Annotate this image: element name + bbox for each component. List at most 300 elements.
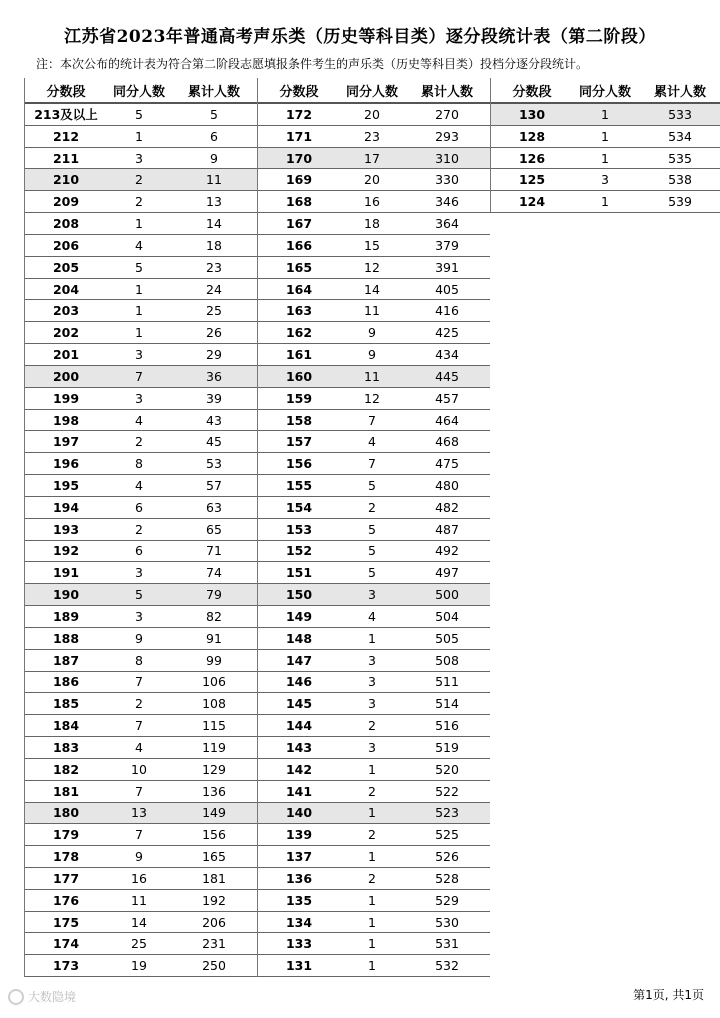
- table-row: [258, 955, 490, 977]
- same-score-count-cell: 5: [368, 543, 376, 559]
- same-score-count-cell: 3: [368, 739, 376, 755]
- score-cell: 201: [52, 347, 80, 363]
- score-cell: 155: [285, 477, 313, 493]
- same-score-count-cell: 12: [364, 390, 380, 406]
- cumulative-count-cell: 165: [202, 849, 226, 865]
- cumulative-count-cell: 522: [435, 783, 459, 799]
- same-score-count-cell: 7: [135, 718, 143, 734]
- score-cell: 199: [52, 390, 80, 406]
- table-header: [258, 78, 490, 104]
- score-cell: 172: [285, 106, 313, 122]
- same-score-count-cell: 20: [364, 106, 380, 122]
- table-row: [258, 759, 490, 781]
- table-row: [491, 169, 720, 191]
- same-score-count-cell: 25: [131, 936, 147, 952]
- same-score-count-cell: 5: [135, 587, 143, 603]
- same-score-count-cell: 5: [135, 106, 143, 122]
- table-row: [25, 279, 257, 301]
- cumulative-count-cell: 475: [435, 456, 459, 472]
- cumulative-count-cell: 43: [206, 412, 222, 428]
- table-row: [25, 453, 257, 475]
- table-row: [25, 606, 257, 628]
- same-score-count-cell: 4: [368, 608, 376, 624]
- cumulative-count-cell: 115: [202, 718, 226, 734]
- score-cell: 175: [52, 914, 80, 930]
- table-row: [258, 257, 490, 279]
- same-score-count-cell: 19: [131, 958, 147, 974]
- score-cell: 179: [52, 827, 80, 843]
- score-cell: 180: [52, 805, 80, 821]
- score-cell: 170: [285, 150, 313, 166]
- score-cell: 176: [52, 892, 80, 908]
- score-cell: 144: [285, 718, 313, 734]
- same-score-count-cell: 2: [135, 434, 143, 450]
- table-row: [25, 693, 257, 715]
- cumulative-count-cell: 514: [435, 696, 459, 712]
- score-table-column-1: [24, 78, 257, 977]
- header-cell: 累计人数: [187, 84, 240, 100]
- same-score-count-cell: 10: [131, 761, 147, 777]
- same-score-count-cell: 2: [135, 696, 143, 712]
- table-row: [258, 279, 490, 301]
- table-row: [25, 584, 257, 606]
- same-score-count-cell: 5: [368, 477, 376, 493]
- same-score-count-cell: 2: [135, 172, 143, 188]
- table-row: [25, 322, 257, 344]
- table-row: [258, 148, 490, 170]
- table-row: [491, 191, 720, 213]
- score-cell: 203: [52, 303, 80, 319]
- same-score-count-cell: 1: [368, 958, 376, 974]
- score-cell: 156: [285, 456, 313, 472]
- same-score-count-cell: 1: [368, 914, 376, 930]
- cumulative-count-cell: 18: [206, 237, 222, 253]
- same-score-count-cell: 4: [135, 739, 143, 755]
- cumulative-count-cell: 523: [435, 805, 459, 821]
- table-row: [25, 388, 257, 410]
- score-cell: 146: [285, 674, 313, 690]
- table-row: [25, 148, 257, 170]
- score-cell: 196: [52, 456, 80, 472]
- same-score-count-cell: 3: [135, 390, 143, 406]
- header-cell: 同分人数: [578, 84, 631, 100]
- same-score-count-cell: 7: [368, 412, 376, 428]
- table-row: [25, 912, 257, 934]
- same-score-count-cell: 2: [368, 783, 376, 799]
- same-score-count-cell: 2: [368, 499, 376, 515]
- same-score-count-cell: 1: [368, 805, 376, 821]
- same-score-count-cell: 7: [135, 368, 143, 384]
- table-row: [258, 824, 490, 846]
- cumulative-count-cell: 532: [435, 958, 459, 974]
- score-cell: 188: [52, 630, 80, 646]
- cumulative-count-cell: 26: [206, 325, 222, 341]
- cumulative-count-cell: 293: [435, 128, 459, 144]
- same-score-count-cell: 16: [364, 194, 380, 210]
- same-score-count-cell: 12: [364, 259, 380, 275]
- same-score-count-cell: 1: [601, 106, 609, 122]
- cumulative-count-cell: 530: [435, 914, 459, 930]
- score-cell: 208: [52, 216, 80, 232]
- table-row: [258, 104, 490, 126]
- cumulative-count-cell: 23: [206, 259, 222, 275]
- score-cell: 191: [52, 565, 80, 581]
- same-score-count-cell: 9: [368, 325, 376, 341]
- cumulative-count-cell: 391: [435, 259, 459, 275]
- table-row: [258, 606, 490, 628]
- score-cell: 186: [52, 674, 80, 690]
- cumulative-count-cell: 250: [202, 958, 226, 974]
- score-cell: 145: [285, 696, 313, 712]
- table-row: [258, 890, 490, 912]
- table-row: [258, 388, 490, 410]
- score-cell: 135: [285, 892, 313, 908]
- table-row: [25, 672, 257, 694]
- cumulative-count-cell: 379: [435, 237, 459, 253]
- table-row: [491, 148, 720, 170]
- score-cell: 134: [285, 914, 313, 930]
- cumulative-count-cell: 538: [668, 172, 692, 188]
- table-row: [25, 169, 257, 191]
- cumulative-count-cell: 487: [435, 521, 459, 537]
- same-score-count-cell: 14: [131, 914, 147, 930]
- table-row: [258, 431, 490, 453]
- table-row: [25, 235, 257, 257]
- cumulative-count-cell: 91: [206, 630, 222, 646]
- cumulative-count-cell: 529: [435, 892, 459, 908]
- cumulative-count-cell: 119: [202, 739, 226, 755]
- table-row: [25, 519, 257, 541]
- table-row: [25, 541, 257, 563]
- same-score-count-cell: 13: [131, 805, 147, 821]
- table-row: [258, 410, 490, 432]
- cumulative-count-cell: 434: [435, 347, 459, 363]
- score-cell: 198: [52, 412, 80, 428]
- score-cell: 182: [52, 761, 80, 777]
- score-cell: 209: [52, 194, 80, 210]
- cumulative-count-cell: 108: [202, 696, 226, 712]
- cumulative-count-cell: 464: [435, 412, 459, 428]
- same-score-count-cell: 15: [364, 237, 380, 253]
- cumulative-count-cell: 504: [435, 608, 459, 624]
- same-score-count-cell: 23: [364, 128, 380, 144]
- table-row: [258, 497, 490, 519]
- same-score-count-cell: 2: [368, 827, 376, 843]
- cumulative-count-cell: 405: [435, 281, 459, 297]
- same-score-count-cell: 4: [368, 434, 376, 450]
- score-cell: 147: [285, 652, 313, 668]
- cumulative-count-cell: 156: [202, 827, 226, 843]
- score-cell: 157: [285, 434, 313, 450]
- cumulative-count-cell: 528: [435, 870, 459, 886]
- same-score-count-cell: 6: [135, 499, 143, 515]
- same-score-count-cell: 17: [364, 150, 380, 166]
- table-row: [258, 715, 490, 737]
- same-score-count-cell: 1: [368, 936, 376, 952]
- cumulative-count-cell: 508: [435, 652, 459, 668]
- cumulative-count-cell: 65: [206, 521, 222, 537]
- score-cell: 162: [285, 325, 313, 341]
- cumulative-count-cell: 39: [206, 390, 222, 406]
- same-score-count-cell: 3: [368, 587, 376, 603]
- cumulative-count-cell: 106: [202, 674, 226, 690]
- table-row: [258, 628, 490, 650]
- score-cell: 166: [285, 237, 313, 253]
- table-row: [258, 453, 490, 475]
- table-row: [491, 126, 720, 148]
- score-cell: 130: [518, 106, 546, 122]
- table-row: [258, 868, 490, 890]
- same-score-count-cell: 8: [135, 456, 143, 472]
- score-cell: 141: [285, 783, 313, 799]
- cumulative-count-cell: 136: [202, 783, 226, 799]
- cumulative-count-cell: 63: [206, 499, 222, 515]
- table-row: [258, 235, 490, 257]
- table-row: [25, 650, 257, 672]
- cumulative-count-cell: 505: [435, 630, 459, 646]
- cumulative-count-cell: 482: [435, 499, 459, 515]
- cumulative-count-cell: 497: [435, 565, 459, 581]
- score-cell: 142: [285, 761, 313, 777]
- score-table-column-2: [257, 78, 490, 977]
- cumulative-count-cell: 129: [202, 761, 226, 777]
- cumulative-count-cell: 533: [668, 106, 692, 122]
- table-row: [258, 846, 490, 868]
- score-cell: 202: [52, 325, 80, 341]
- table-row: [25, 562, 257, 584]
- score-cell: 136: [285, 870, 313, 886]
- table-row: [258, 584, 490, 606]
- table-row: [258, 191, 490, 213]
- score-cell: 143: [285, 739, 313, 755]
- score-cell: 171: [285, 128, 313, 144]
- cumulative-count-cell: 14: [206, 216, 222, 232]
- table-row: [25, 497, 257, 519]
- table-row: [258, 541, 490, 563]
- same-score-count-cell: 11: [364, 368, 380, 384]
- same-score-count-cell: 9: [368, 347, 376, 363]
- same-score-count-cell: 1: [135, 303, 143, 319]
- table-row: [258, 322, 490, 344]
- score-cell: 128: [518, 128, 546, 144]
- score-cell: 184: [52, 718, 80, 734]
- same-score-count-cell: 16: [131, 870, 147, 886]
- table-row: [25, 715, 257, 737]
- table-row: [258, 912, 490, 934]
- score-cell: 211: [52, 150, 80, 166]
- cumulative-count-cell: 500: [435, 587, 459, 603]
- same-score-count-cell: 5: [368, 565, 376, 581]
- cumulative-count-cell: 416: [435, 303, 459, 319]
- header-cell: 分数段: [279, 84, 319, 100]
- table-row: [258, 781, 490, 803]
- cumulative-count-cell: 445: [435, 368, 459, 384]
- same-score-count-cell: 1: [368, 630, 376, 646]
- score-cell: 173: [52, 958, 80, 974]
- score-cell: 210: [52, 172, 80, 188]
- cumulative-count-cell: 468: [435, 434, 459, 450]
- same-score-count-cell: 1: [601, 150, 609, 166]
- same-score-count-cell: 9: [135, 849, 143, 865]
- score-cell: 149: [285, 608, 313, 624]
- header-cell: 同分人数: [345, 84, 398, 100]
- same-score-count-cell: 7: [368, 456, 376, 472]
- table-header: [25, 78, 257, 104]
- same-score-count-cell: 11: [131, 892, 147, 908]
- score-cell: 212: [52, 128, 80, 144]
- score-cell: 151: [285, 565, 313, 581]
- table-row: [25, 628, 257, 650]
- cumulative-count-cell: 330: [435, 172, 459, 188]
- table-row: [258, 803, 490, 825]
- score-cell: 139: [285, 827, 313, 843]
- table-row: [25, 104, 257, 126]
- table-row: [258, 300, 490, 322]
- table-row: [258, 933, 490, 955]
- same-score-count-cell: 1: [368, 761, 376, 777]
- same-score-count-cell: 7: [135, 827, 143, 843]
- same-score-count-cell: 2: [368, 718, 376, 734]
- table-row: [258, 650, 490, 672]
- table-row: [25, 737, 257, 759]
- score-cell: 150: [285, 587, 313, 603]
- score-cell: 140: [285, 805, 313, 821]
- score-cell: 148: [285, 630, 313, 646]
- score-cell: 124: [518, 194, 546, 210]
- cumulative-count-cell: 364: [435, 216, 459, 232]
- header-cell: 同分人数: [112, 84, 165, 100]
- score-cell: 160: [285, 368, 313, 384]
- score-cell: 195: [52, 477, 80, 493]
- header-cell: 分数段: [46, 84, 86, 100]
- score-cell: 158: [285, 412, 313, 428]
- score-cell: 187: [52, 652, 80, 668]
- table-row: [25, 824, 257, 846]
- score-cell: 164: [285, 281, 313, 297]
- score-cell: 137: [285, 849, 313, 865]
- same-score-count-cell: 20: [364, 172, 380, 188]
- same-score-count-cell: 1: [368, 849, 376, 865]
- score-cell: 190: [52, 587, 80, 603]
- table-row: [25, 868, 257, 890]
- table-row: [258, 519, 490, 541]
- cumulative-count-cell: 516: [435, 718, 459, 734]
- table-row: [258, 672, 490, 694]
- score-cell: 163: [285, 303, 313, 319]
- table-row: [25, 933, 257, 955]
- score-cell: 126: [518, 150, 546, 166]
- same-score-count-cell: 14: [364, 281, 380, 297]
- score-cell: 194: [52, 499, 80, 515]
- score-cell: 125: [518, 172, 546, 188]
- score-cell: 181: [52, 783, 80, 799]
- score-cell: 204: [52, 281, 80, 297]
- score-cell: 169: [285, 172, 313, 188]
- table-row: [25, 191, 257, 213]
- score-table-column-3: [490, 78, 720, 213]
- same-score-count-cell: 3: [368, 674, 376, 690]
- cumulative-count-cell: 520: [435, 761, 459, 777]
- cumulative-count-cell: 519: [435, 739, 459, 755]
- cumulative-count-cell: 534: [668, 128, 692, 144]
- same-score-count-cell: 9: [135, 630, 143, 646]
- score-cell: 197: [52, 434, 80, 450]
- same-score-count-cell: 7: [135, 783, 143, 799]
- table-row: [258, 126, 490, 148]
- same-score-count-cell: 11: [364, 303, 380, 319]
- score-cell: 161: [285, 347, 313, 363]
- table-row: [25, 955, 257, 977]
- table-row: [491, 104, 720, 126]
- table-row: [25, 126, 257, 148]
- page-footer: 第1页, 共1页: [633, 988, 704, 1002]
- header-cell: 累计人数: [420, 84, 473, 100]
- cumulative-count-cell: 99: [206, 652, 222, 668]
- table-row: [258, 344, 490, 366]
- cumulative-count-cell: 525: [435, 827, 459, 843]
- score-cell: 152: [285, 543, 313, 559]
- same-score-count-cell: 6: [135, 543, 143, 559]
- same-score-count-cell: 1: [368, 892, 376, 908]
- cumulative-count-cell: 511: [435, 674, 459, 690]
- cumulative-count-cell: 13: [206, 194, 222, 210]
- table-row: [258, 366, 490, 388]
- cumulative-count-cell: 25: [206, 303, 222, 319]
- cumulative-count-cell: 36: [206, 368, 222, 384]
- score-cell: 206: [52, 237, 80, 253]
- same-score-count-cell: 1: [135, 216, 143, 232]
- score-cell: 183: [52, 739, 80, 755]
- score-cell: 153: [285, 521, 313, 537]
- cumulative-count-cell: 82: [206, 608, 222, 624]
- cumulative-count-cell: 71: [206, 543, 222, 559]
- table-row: [25, 257, 257, 279]
- cumulative-count-cell: 425: [435, 325, 459, 341]
- cumulative-count-cell: 535: [668, 150, 692, 166]
- cumulative-count-cell: 45: [206, 434, 222, 450]
- same-score-count-cell: 4: [135, 412, 143, 428]
- table-row: [258, 213, 490, 235]
- cumulative-count-cell: 9: [210, 150, 218, 166]
- same-score-count-cell: 1: [601, 128, 609, 144]
- same-score-count-cell: 3: [368, 652, 376, 668]
- cumulative-count-cell: 181: [202, 870, 226, 886]
- watermark-logo-icon: [8, 989, 24, 1005]
- same-score-count-cell: 3: [135, 565, 143, 581]
- score-cell: 131: [285, 958, 313, 974]
- cumulative-count-cell: 149: [202, 805, 226, 821]
- cumulative-count-cell: 79: [206, 587, 222, 603]
- cumulative-count-cell: 270: [435, 106, 459, 122]
- table-row: [25, 890, 257, 912]
- same-score-count-cell: 5: [368, 521, 376, 537]
- same-score-count-cell: 3: [601, 172, 609, 188]
- table-row: [25, 213, 257, 235]
- cumulative-count-cell: 526: [435, 849, 459, 865]
- table-row: [258, 169, 490, 191]
- cumulative-count-cell: 5: [210, 106, 218, 122]
- score-cell: 192: [52, 543, 80, 559]
- score-cell: 189: [52, 608, 80, 624]
- score-cell: 178: [52, 849, 80, 865]
- score-cell: 185: [52, 696, 80, 712]
- table-row: [25, 431, 257, 453]
- score-cell: 154: [285, 499, 313, 515]
- table-row: [25, 846, 257, 868]
- cumulative-count-cell: 231: [202, 936, 226, 952]
- score-cell: 200: [52, 368, 80, 384]
- same-score-count-cell: 3: [368, 696, 376, 712]
